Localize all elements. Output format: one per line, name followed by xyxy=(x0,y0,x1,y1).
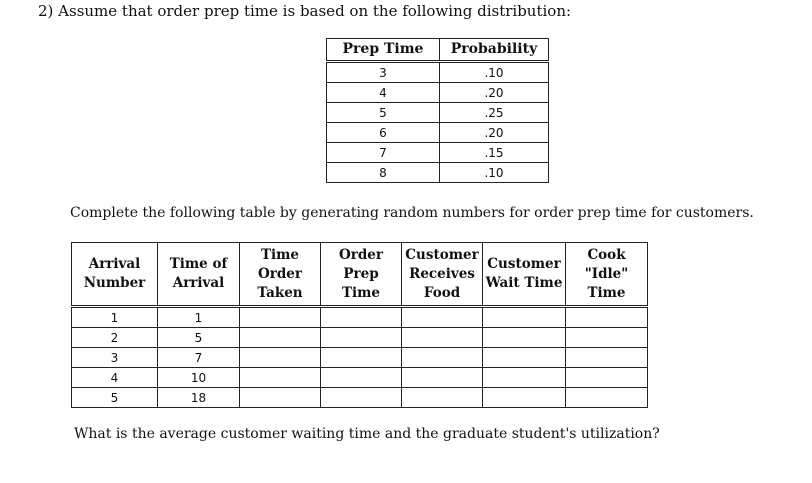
simulation-row xyxy=(72,348,648,368)
header-line: Order Prep xyxy=(338,246,383,282)
header-line: Food xyxy=(423,284,461,301)
customer-receives-food-cell xyxy=(402,348,483,368)
arrival-number-cell: 4 xyxy=(72,368,158,388)
order-prep-time-cell xyxy=(321,307,402,328)
instruction-text: Complete the following table by generating random numbers for order prep time for customers. xyxy=(70,205,754,221)
header-line: Customer xyxy=(405,246,479,263)
simulation-table xyxy=(71,242,648,408)
arrival-number-cell: 5 xyxy=(72,388,158,408)
header-line: Time of xyxy=(169,256,228,272)
cook-idle-time-cell xyxy=(566,388,648,408)
cook-idle-time-cell xyxy=(566,328,648,348)
distribution-row xyxy=(327,123,549,143)
prep-time-distribution-table xyxy=(326,38,549,183)
customer-receives-food-cell xyxy=(402,388,483,408)
header-line: Time xyxy=(587,284,626,301)
order-prep-time-cell xyxy=(321,328,402,348)
probability-cell: .10 xyxy=(440,163,549,183)
distribution-row xyxy=(327,143,549,163)
prep-time-header: Prep Time xyxy=(327,39,440,62)
simulation-row xyxy=(72,388,648,408)
time-order-taken-cell xyxy=(240,328,321,348)
probability-cell: .10 xyxy=(440,62,549,83)
distribution-row xyxy=(327,103,549,123)
header-line: Arrival xyxy=(172,275,225,291)
simulation-row xyxy=(72,307,648,328)
time-order-taken-cell xyxy=(240,368,321,388)
header-line: Wait Time xyxy=(485,275,563,291)
probability-header: Probability xyxy=(440,39,549,62)
customer-receives-food-cell xyxy=(402,328,483,348)
header-line: Receives xyxy=(409,265,475,282)
prep-time-cell: 5 xyxy=(327,103,440,123)
time-of-arrival-header xyxy=(158,243,240,307)
order-prep-time-header xyxy=(321,243,402,307)
time-order-taken-header xyxy=(240,243,321,307)
customer-wait-time-cell xyxy=(483,328,566,348)
time-of-arrival-cell: 18 xyxy=(158,388,240,408)
header-line: Order xyxy=(257,265,302,282)
arrival-number-header xyxy=(72,243,158,307)
header-line: Customer xyxy=(487,256,561,272)
customer-receives-food-cell xyxy=(402,307,483,328)
header-line: Time xyxy=(260,246,300,263)
header-line: Taken xyxy=(257,284,303,301)
header-line: Arrival xyxy=(88,256,141,272)
distribution-row xyxy=(327,163,549,183)
probability-cell: .25 xyxy=(440,103,549,123)
time-order-taken-cell xyxy=(240,307,321,328)
time-of-arrival-cell: 1 xyxy=(158,307,240,328)
customer-wait-time-cell xyxy=(483,368,566,388)
prep-time-cell: 3 xyxy=(327,62,440,83)
customer-wait-time-cell xyxy=(483,307,566,328)
cook-idle-time-cell xyxy=(566,348,648,368)
time-of-arrival-cell: 7 xyxy=(158,348,240,368)
customer-wait-time-cell xyxy=(483,348,566,368)
arrival-number-cell: 1 xyxy=(72,307,158,328)
prep-time-cell: 7 xyxy=(327,143,440,163)
simulation-row xyxy=(72,368,648,388)
cook-idle-time-cell xyxy=(566,368,648,388)
header-line: Time xyxy=(341,284,381,301)
closing-question: What is the average customer waiting time and the graduate student's utilization? xyxy=(74,426,660,442)
customer-receives-food-header xyxy=(402,243,483,307)
time-order-taken-cell xyxy=(240,348,321,368)
question-title: 2) Assume that order prep time is based on the following distribution: xyxy=(38,2,572,20)
order-prep-time-cell xyxy=(321,348,402,368)
cook-idle-time-header xyxy=(566,243,648,307)
customer-wait-time-cell xyxy=(483,388,566,408)
probability-cell: .20 xyxy=(440,123,549,143)
probability-cell: .15 xyxy=(440,143,549,163)
prep-time-cell: 6 xyxy=(327,123,440,143)
header-line: Cook xyxy=(587,246,626,263)
arrival-number-cell: 2 xyxy=(72,328,158,348)
header-line: Number xyxy=(83,275,146,291)
prep-time-cell: 8 xyxy=(327,163,440,183)
order-prep-time-cell xyxy=(321,388,402,408)
time-order-taken-cell xyxy=(240,388,321,408)
customer-receives-food-cell xyxy=(402,368,483,388)
cook-idle-time-cell xyxy=(566,307,648,328)
distribution-row xyxy=(327,62,549,83)
simulation-row xyxy=(72,328,648,348)
customer-wait-time-header xyxy=(483,243,566,307)
simulation-header-row xyxy=(72,243,648,307)
arrival-number-cell: 3 xyxy=(72,348,158,368)
order-prep-time-cell xyxy=(321,368,402,388)
time-of-arrival-cell: 10 xyxy=(158,368,240,388)
probability-cell: .20 xyxy=(440,83,549,103)
distribution-header-row xyxy=(327,39,549,62)
time-of-arrival-cell: 5 xyxy=(158,328,240,348)
header-line: "Idle" xyxy=(584,265,629,282)
prep-time-cell: 4 xyxy=(327,83,440,103)
distribution-row xyxy=(327,83,549,103)
